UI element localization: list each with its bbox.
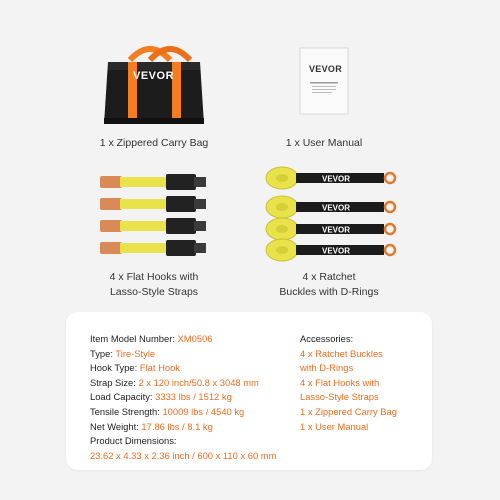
spec-load-capacity: Load Capacity: 3333 lbs / 1512 kg — [90, 391, 232, 403]
strap-brand-label: VEVOR — [322, 203, 351, 213]
bag-brand-label: VEVOR — [133, 70, 175, 82]
spec-list — [90, 332, 276, 463]
manual-brand-label: VEVOR — [309, 64, 343, 74]
accessory-line: 4 x Flat Hooks with — [300, 376, 380, 388]
spec-strap-size: Strap Size: 2 x 120 inch/50.8 x 3048 mm — [90, 376, 259, 388]
strap-brand-label: VEVOR — [322, 246, 351, 256]
strap-roll-core — [276, 246, 288, 254]
spec-type: Type: Tire-Style — [90, 347, 156, 359]
hooks-caption — [54, 270, 254, 300]
accessories-list — [300, 332, 397, 434]
accessory-line: with D-Rings — [300, 362, 354, 374]
spec-dimensions-label: Product Dimensions: — [90, 435, 177, 447]
d-ring — [385, 202, 395, 212]
strap-brand-label: VEVOR — [322, 174, 351, 184]
spec-net-weight: Net Weight: 17.86 lbs / 8.1 kg — [90, 420, 213, 432]
ratchets-caption-line2: Buckles with D-Rings — [279, 286, 379, 298]
specs-card — [66, 312, 432, 470]
ratchets-caption — [229, 270, 429, 300]
accessory-line: 1 x User Manual — [300, 420, 369, 432]
accessory-line: 1 x Zippered Carry Bag — [300, 405, 397, 417]
spec-dimensions-value: 23.62 x 4.33 x 2.36 inch / 600 x 110 x 60 mm — [90, 449, 277, 461]
spec-hook-type: Hook Type: Flat Hook — [90, 362, 180, 374]
hooks-caption-line1: 4 x Flat Hooks with — [109, 271, 199, 283]
strap-brand-label: VEVOR — [322, 225, 351, 235]
strap-roll-core — [276, 203, 288, 211]
accessory-line: Lasso-Style Straps — [300, 391, 379, 403]
accessories-title: Accessories: — [300, 333, 354, 344]
hooks-caption-line2: Lasso-Style Straps — [109, 286, 199, 298]
d-ring — [385, 224, 395, 234]
bag-caption: 1 x Zippered Carry Bag — [99, 137, 209, 149]
spec-tensile-strength: Tensile Strength: 10009 lbs / 4540 kg — [90, 405, 245, 417]
d-ring — [385, 173, 395, 183]
strap-roll-core — [276, 174, 288, 182]
manual-caption: 1 x User Manual — [285, 137, 363, 149]
spec-model: Item Model Number: XM0506 — [90, 333, 213, 344]
strap-roll-core — [276, 225, 288, 233]
ratchets-caption-line1: 4 x Ratchet — [302, 271, 356, 283]
accessory-line: 4 x Ratchet Buckles — [300, 347, 383, 359]
d-ring — [385, 245, 395, 255]
